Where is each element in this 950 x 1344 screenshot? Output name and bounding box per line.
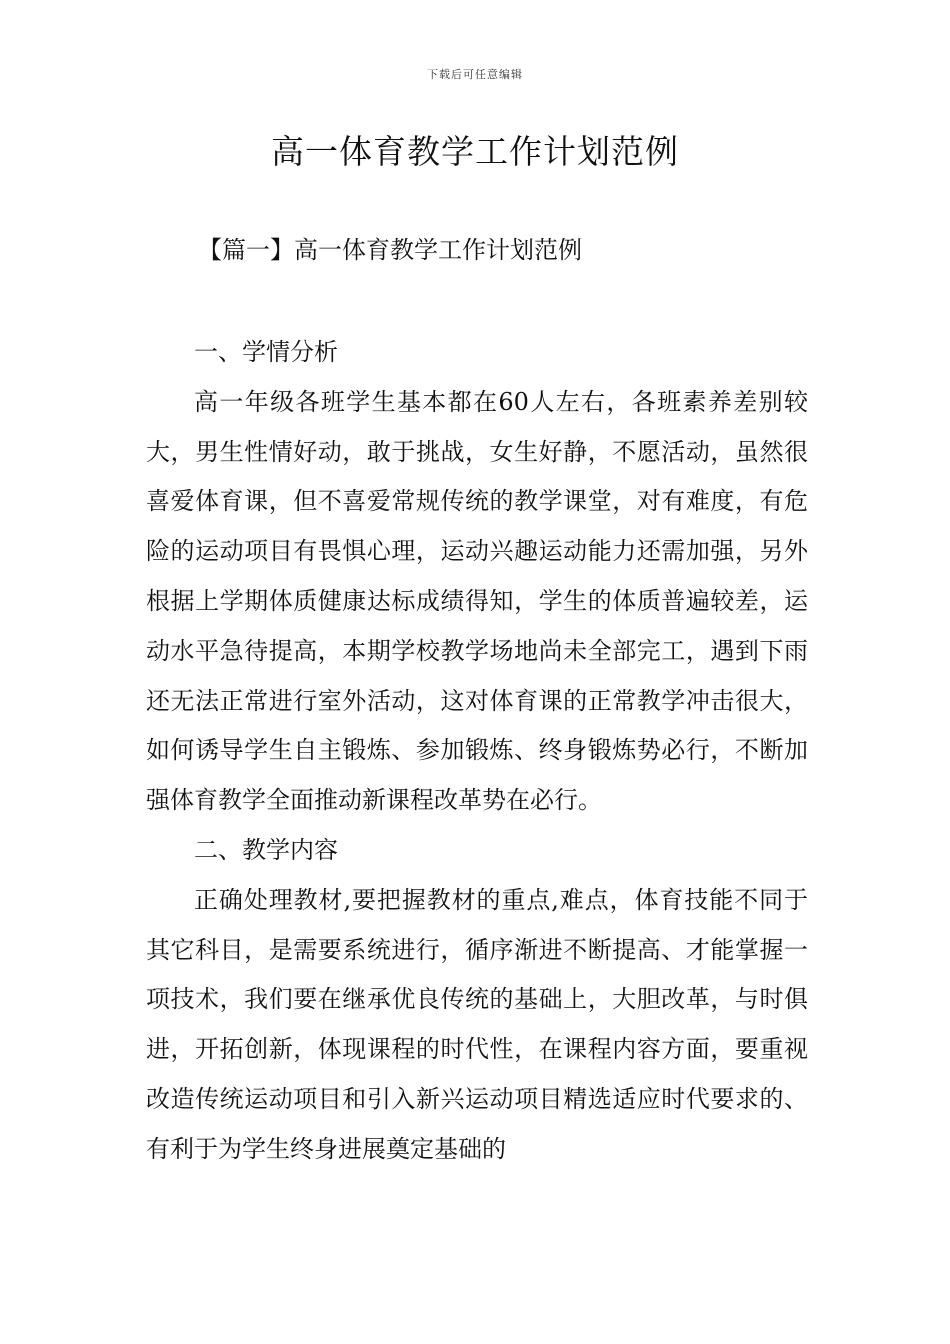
header-note: 下载后可任意编辑: [427, 68, 523, 81]
heading-teaching-content: 二、教学内容: [194, 835, 338, 864]
paragraph-teaching-content: 正确处理教材,要把握教材的重点,难点，体育技能不同于其它科目，是需要系统进行，循序渐进不断提高、才能掌握一项技术，我们要在继承优良传统的基础上，大胆改革，与时俱进，开拓创新，体现课程的时代性，在课程内容方面，要重视改造传统运动项目和引入新兴运动项目精选适应时代要求的、有利于为学生终身进展奠定基础的: [146, 885, 808, 1163]
document-title: 高一体育教学工作计划范例: [271, 132, 679, 171]
heading-learning-analysis: 一、学情分析: [194, 338, 338, 366]
section-title: 【篇一】高一体育教学工作计划范例: [198, 236, 582, 264]
document-body: [146, 328, 808, 1175]
paragraph-learning-analysis: 高一年级各班学生基本都在60人左右，各班素养差别较大，男生性情好动，敢于挑战，女生好静，不愿活动，虽然很喜爱体育课，但不喜爱常规传统的教学课堂，对有难度，有危险的运动项目有畏惧心理，运动兴趣运动能力还需加强，另外根据上学期体质健康达标成绩得知，学生的体质普遍较差，运动水平急待提高，本期学校教学场地尚未全部完工，遇到下雨还无法正常进行室外活动，这对体育课的正常教学冲击很大，如何诱导学生自主锻炼、参加锻炼、终身锻炼势必行，不断加强体育教学全面推动新课程改革势在必行。: [146, 387, 808, 815]
